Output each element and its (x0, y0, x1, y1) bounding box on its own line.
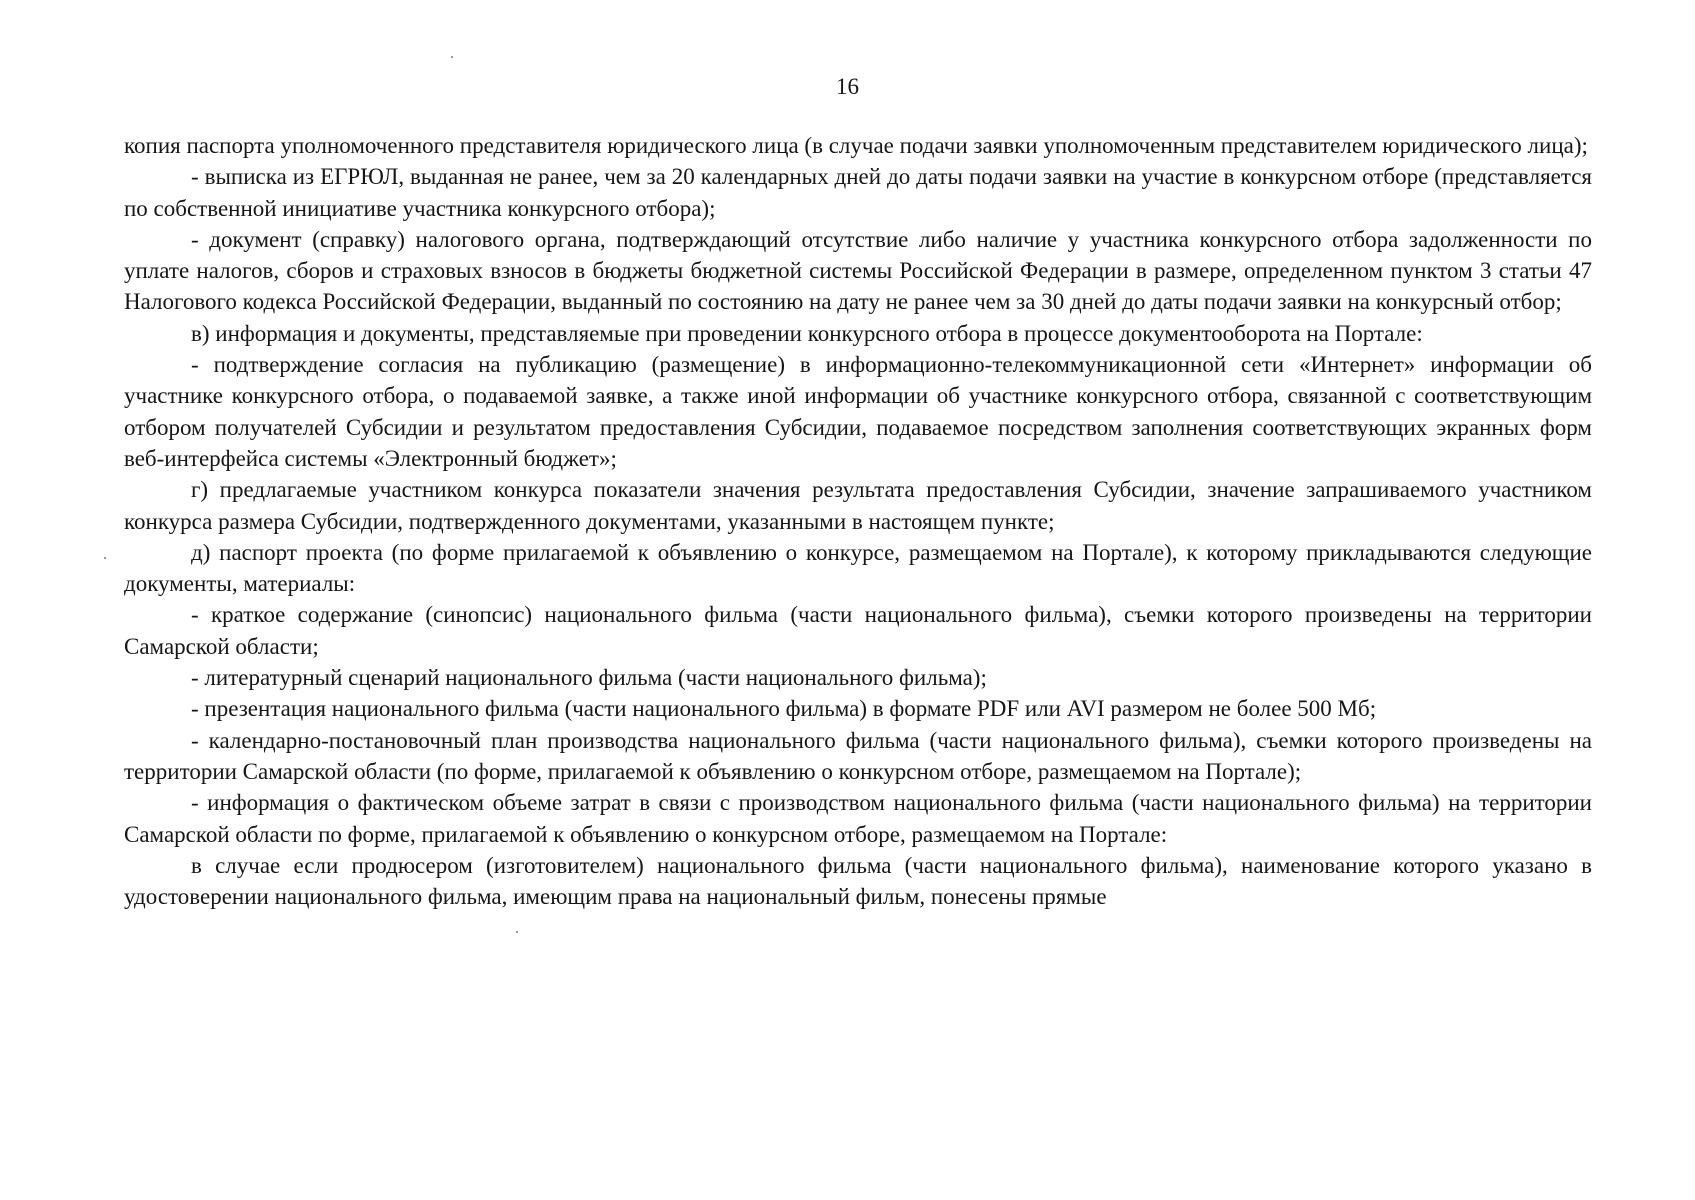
paragraph: г) предлагаемые участником конкурса показатели значения результата предоставления Субсидии, значение запрашиваемого участником конкурса размера Субсидии, подтвержденного документами, указанными в настоящем пункте; (124, 477, 1592, 534)
document-body (124, 130, 1592, 912)
paragraph: - подтверждение согласия на публикацию (размещение) в информационно-телекоммуникационной сети «Интернет» информации об участнике конкурсного отбора, о подаваемой заявке, а также иной информации об участнике конкурсного отбора, связанной с соответствующим отбором получателей Субсидии и результатом предоставления Субсидии, подаваемое посредством заполнения соответствующих экранных форм веб-интерфейса системы «Электронный бюджет»; (124, 352, 1592, 471)
paragraph: копия паспорта уполномоченного представителя юридического лица (в случае подачи заявки уполномоченным представителем юридического лица); (124, 133, 1588, 158)
scan-speck (516, 931, 518, 933)
paragraph: в) информация и документы, представляемые при проведении конкурсного отбора в процессе документооборота на Портале: (191, 320, 1423, 346)
paragraph: - литературный сценарий национального фильма (части национального фильма); (191, 665, 987, 691)
paragraph: д) паспорт проекта (по форме прилагаемой к объявлению о конкурсе, размещаемом на Портале), к которому прикладываются следующие документы, материалы: (124, 539, 1592, 597)
paragraph: - документ (справку) налогового органа, подтверждающий отсутствие либо наличие у участника конкурсного отбора задолженности по уплате налогов, сборов и страховых взносов в бюджеты бюджетной системы Российской Федерации в размере, определенном пунктом 3 статьи 47 Налогового кодекса Российской Федерации, выданный по состоянию на дату не ранее чем за 30 дней до даты подачи заявки на конкурсный отбор; (124, 226, 1592, 315)
scan-speck (451, 56, 453, 58)
paragraph: - краткое содержание (синопсис) национального фильма (части национального фильма), съемки которого произведены на территории Самарской области; (124, 602, 1592, 659)
paragraph: - календарно-постановочный план производства национального фильма (части национального фильма), съемки которого произведены на территории Самарской области (по форме, прилагаемой к объявлению о конкурсном отборе, размещаемом на Портале); (124, 727, 1592, 784)
paragraph: - выписка из ЕГРЮЛ, выданная не ранее, чем за 20 календарных дней до даты подачи заявки на участие в конкурсном отборе (представляется по собственной инициативе участника конкурсного отбора); (124, 164, 1592, 221)
page-number: 16 (836, 74, 859, 99)
paragraph: - презентация национального фильма (части национального фильма) в формате PDF или AVI размером не более 500 Мб; (191, 696, 1377, 722)
paragraph: в случае если продюсером (изготовителем) национального фильма (части национального фильма), наименование которого указано в удостоверении национального фильма, имеющим права на национальный фильм, понесены прямые (124, 852, 1592, 910)
scan-speck (104, 557, 106, 559)
paragraph: - информация о фактическом объеме затрат в связи с производством национального фильма (части национального фильма) на территории Самарской области по форме, прилагаемой к объявлению о конкурсном отборе, размещаемом на Портале: (124, 790, 1592, 847)
